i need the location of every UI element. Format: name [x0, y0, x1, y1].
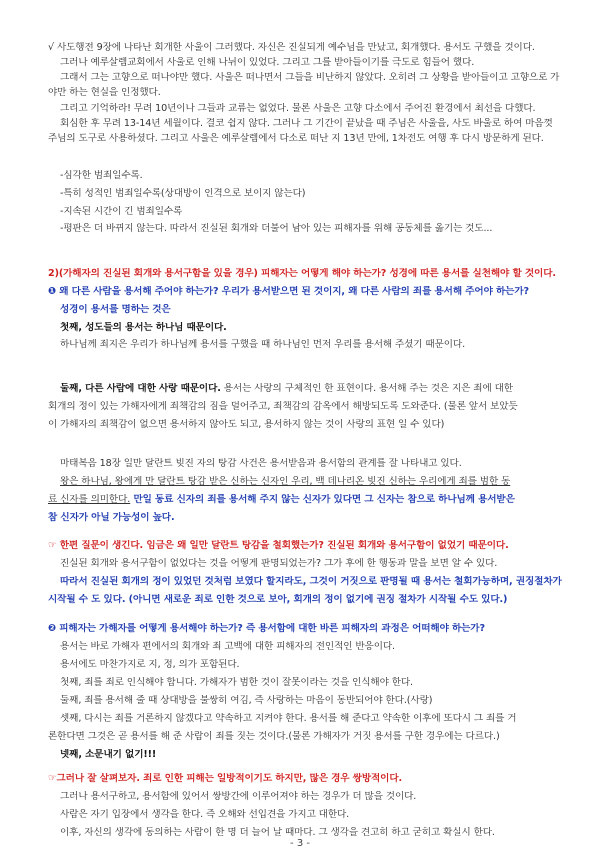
- second-reason-line-3: 이 가해자의 죄책감이 없으면 용서하지 않아도 되고, 용서하지 않는 것이 사랑의 표현 일 수 있다): [48, 419, 445, 430]
- matthew-line-4: 참 신자가 아닐 가능성이 높다.: [48, 512, 175, 523]
- page-number: - 3 -: [290, 838, 310, 849]
- closing-line-3: 이후, 자신의 생각에 동의하는 사람이 한 명 더 늘어 날 때마다. 그 생각을 견고히 하고 굳히고 확실시 한다.: [60, 827, 495, 838]
- question-line-3: 따라서 진실된 회개의 정이 있었던 것처럼 보였다 할지라도, 그것이 거짓으로 판명될 때 용서는 철회가능하며, 권징절차가: [60, 576, 562, 587]
- matthew-line-3-underlined: 료 신자를 의미한다.: [48, 494, 131, 505]
- intro-line-2: 그러나 예루살렘교회에서 사울로 인해 나뉘이 있었다. 그리고 그를 받아들이기를 극도로 힘들어 했다.: [60, 57, 475, 68]
- question-2-line-2: 용서에도 마찬가지로 지, 정, 의가 포함된다.: [60, 659, 240, 670]
- question-2-line-1: 용서는 바로 가해자 편에서의 회개와 죄 고백에 대한 피해자의 전인적인 반응이다.: [60, 641, 395, 652]
- bullet-item: -심각한 범죄일수록.: [60, 170, 143, 181]
- question-line-4: 시작될 수 도 있다. (아니면 새로운 죄로 인한 것으로 보아, 회개의 정이 없기에 권징 절차가 시작될 수도 있다.): [48, 594, 508, 605]
- closing-line-1: 그러나 용서구하고, 용서함에 있어서 쌍방간에 이루어져야 하는 경우가 더 많을 것이다.: [60, 791, 417, 802]
- question-2-line-5: 셋째, 다시는 죄를 거론하지 않겠다고 약속하고 지켜야 한다. 용서를 해 준다고 약속한 이후에 또다시 그 죄를 거: [60, 713, 517, 724]
- intro-line-4: 야만 하는 현실을 인정했다.: [48, 87, 161, 98]
- second-reason-line-1: [60, 383, 564, 395]
- matthew-line-2: 왕은 하나님, 왕에게 만 달란트 탕감 받은 신하는 신자인 우리, 백 데나리온 빚진 신하는 우리에게 죄를 범한 동: [60, 476, 511, 487]
- question-2-heading: ❷ 피해자는 가해자를 어떻게 용서해야 하는가? 즉 용서함에 대한 바른 피해자의 과정은 어떠해야 하는가?: [48, 623, 485, 634]
- question-2-line-6: 론한다면 그것은 곧 용서를 해 준 사람이 죄를 짓는 것이다.(물론 가해자가 거짓 용서를 구한 경우에는 다르다.): [48, 731, 500, 742]
- first-reason-heading: 첫째, 성도들의 용서는 하나님 때문이다.: [60, 322, 227, 333]
- question-2-line-4: 둘째, 죄를 용서해 줄 때 상대방을 불쌍히 여김, 즉 사랑하는 마음이 동반되어야 한다.(사랑): [60, 695, 433, 706]
- second-reason-line-2: 회개의 정이 있는 가해자에게 죄책감의 짐을 덜어주고, 죄책감의 감옥에서 해방되도록 도와준다. (물론 앞서 보았듯: [48, 401, 518, 412]
- matthew-line-3-emphasis: 만일 동료 신자의 죄를 용서해 주지 않는 신자가 있다면 그 신자는 참으로 하나님께 용서받은: [130, 494, 515, 505]
- question-1-heading: ❶ 왜 다른 사람을 용서해 주어야 하는가? 우리가 용서받으면 된 것이지, 왜 다른 사람의 죄를 용서해 주어야 하는가?: [48, 286, 529, 297]
- bullet-item: -평판은 더 바뀌지 않는다. 따라서 진실된 회개와 더불어 남아 있는 피해자를 위해 공동체를 옮기는 것도...: [60, 223, 493, 234]
- first-reason-body: 하나님께 죄지은 우리가 하나님께 용서를 구했을 때 하나님인 먼저 우리를 용서해 주셨기 때문이다.: [60, 339, 466, 350]
- question-heading: ☞ 한편 질문이 생긴다. 임금은 왜 일만 달란트 탕감을 철회했는가? 진실된 회개와 용서구함이 없었기 때문이다.: [48, 540, 509, 551]
- question-1-subheading: 성경이 용서를 명하는 것은: [60, 304, 171, 315]
- closing-heading: ☞그러나 잘 살펴보자. 죄로 인한 피해는 일방적이기도 하지만, 많은 경우 쌍방적이다.: [48, 773, 403, 784]
- intro-line-1: √ 사도행전 9장에 나타난 회개한 사울이 그러했다. 자신은 진실되게 예수님을 만났고, 회개했다. 용서도 구했을 것이다.: [48, 42, 535, 53]
- intro-line-7: 주님의 도구로 사용하셨다. 그리고 사울은 예루살렘에서 다소로 떠난 지 13년 만에, 1차전도 여행 후 다시 방문하게 된다.: [48, 133, 544, 144]
- question-2-line-7: 넷째, 소문내기 없기!!!: [60, 749, 157, 760]
- bullet-item: -특히 성적인 범죄일수록(상대방이 인격으로 보이지 않는다): [60, 188, 306, 199]
- question-line-2: 진실된 회개와 용서구함이 없었다는 것을 어떻게 판명되었는가? 그가 후에 한 행동과 말을 보면 알 수 있다.: [60, 558, 498, 569]
- question-2-line-3: 첫째, 죄를 죄로 인식해야 합니다. 가해자가 범한 것이 잘못이라는 것을 인식해야 한다.: [60, 677, 413, 688]
- second-reason-heading: 둘째, 다른 사람에 대한 사랑 때문이다.: [60, 383, 221, 394]
- second-reason-text: 용서는 사랑의 구체적인 한 표현이다. 용서해 주는 것은 지은 죄에 대한: [220, 383, 513, 394]
- bullet-item: -지속된 시간이 긴 범죄일수록: [60, 206, 183, 217]
- intro-line-5: 그리고 기억하라! 무려 10년이나 그들과 교류는 없었다. 물론 사울은 고향 다소에서 주어진 환경에서 최선을 다했다.: [60, 103, 536, 114]
- intro-line-6: 회심한 후 무려 13-14년 세월이다. 결코 쉽지 않다. 그러나 그 기간이 끝났을 때 주님은 사울을, 사도 바울로 하여 마음껏: [60, 118, 553, 129]
- matthew-line-3: [48, 494, 564, 506]
- intro-line-3: 그래서 그는 고향으로 떠나야만 했다. 사울은 떠나면서 그들을 비난하지 않았다. 오히려 그 상황을 받아들이고 고향으로 가: [60, 72, 560, 83]
- closing-line-2: 사람은 자기 입장에서 생각을 한다. 즉 오해와 선입견을 가지고 대한다.: [60, 809, 350, 820]
- matthew-line-1: 마태복음 18장 일만 달란트 빚진 자의 탕감 사건은 용서받음과 용서함의 관계를 잘 나타내고 있다.: [60, 458, 462, 469]
- section-heading: 2)(가해자의 진실된 회개와 용서구함을 있을 경우) 피해자는 어떻게 해야 하는가? 성경에 따른 용서를 실천해야 할 것이다.: [48, 268, 556, 279]
